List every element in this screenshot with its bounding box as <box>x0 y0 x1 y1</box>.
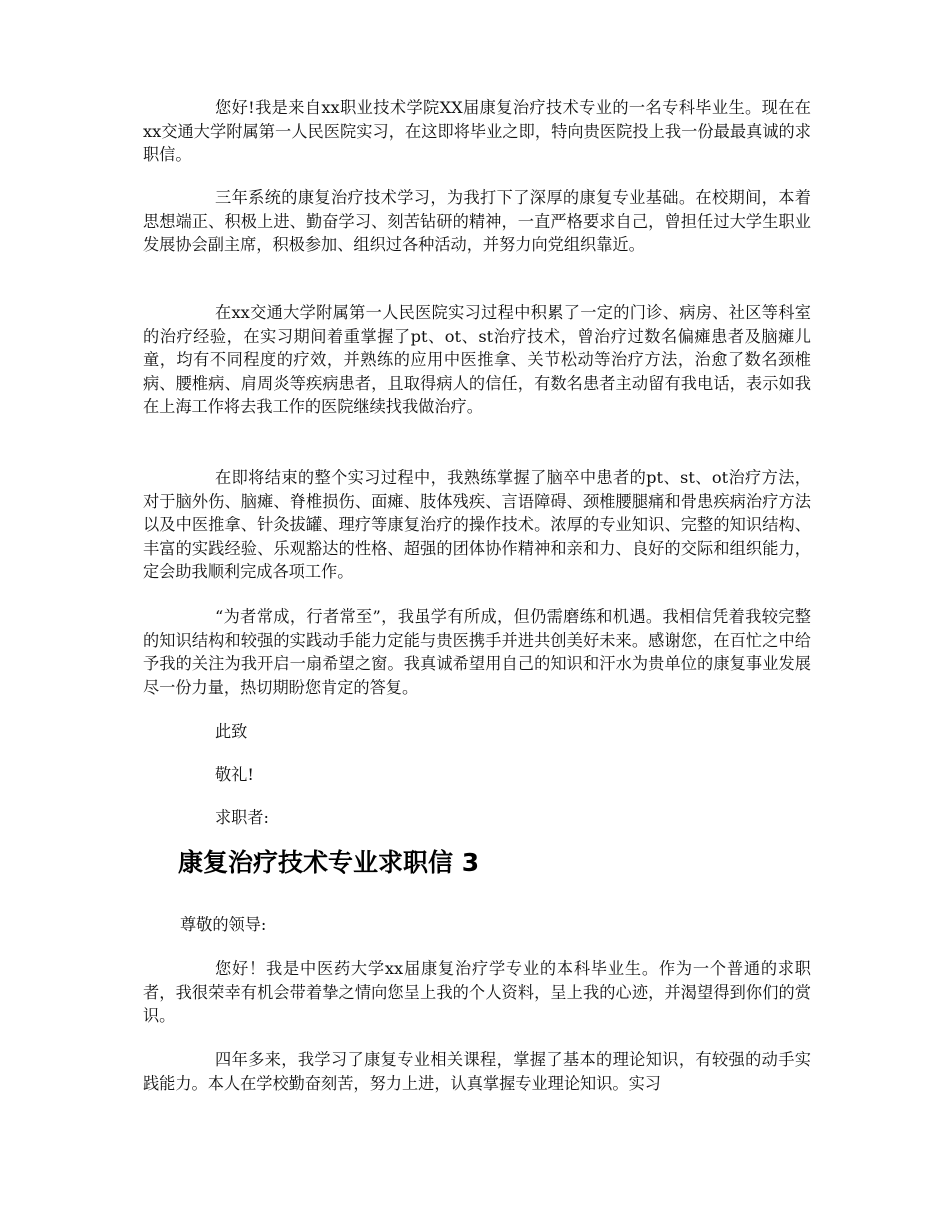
section-heading: 康复治疗技术专业求职信 3 <box>178 848 480 877</box>
letter-paragraph-4: 在即将结束的整个实习过程中，我熟练掌握了脑卒中患者的pt、st、ot治疗方法，对于脑外伤、脑瘫、脊椎损伤、面瘫、肢体残疾、言语障碍、颈椎腰腿痛和骨患疾病治疗方法以及中医推拿、针灸拔罐、理疗等康复治疗的操作技术。浓厚的专业知识、完整的知识结构、丰富的实践经验、乐观豁达的性格、超强的团体协作精神和亲和力、良好的交际和组织能力，定会助我顺利完成各项工作。 <box>143 468 811 581</box>
letter-2-paragraph-2: 四年多来，我学习了康复专业相关课程，掌握了基本的理论知识，有较强的动手实践能力。本人在学校勤奋刻苦，努力上进，认真掌握专业理论知识。实习 <box>143 1050 811 1093</box>
letter-paragraph-5: “为者常成，行者常至”，我虽学有所成，但仍需磨练和机遇。我相信凭着我较完整的知识结构和较强的实践动手能力定能与贵医携手并进共创美好未来。感谢您，在百忙之中给予我的关注为我开启一扇希望之窗。我真诚希望用自己的知识和汗水为贵单位的康复事业发展尽一份力量，热切期盼您肯定的答复。 <box>143 607 811 697</box>
closing-line-2: 敬礼! <box>215 765 254 784</box>
salutation: 尊敬的领导: <box>180 915 267 934</box>
letter-paragraph-2: 三年系统的康复治疗技术学习，为我打下了深厚的康复专业基础。在校期间，本着思想端正、积极上进、勤奋学习、刻苦钻研的精神，一直严格要求自己，曾担任过大学生职业发展协会副主席，积极参加、组织过各种活动，并努力向党组织靠近。 <box>143 188 811 254</box>
closing-line-1: 此致 <box>215 722 248 741</box>
signature-line: 求职者: <box>215 808 270 827</box>
letter-paragraph-3: 在xx交通大学附属第一人民医院实习过程中积累了一定的门诊、病房、社区等科室的治疗经验，在实习期间着重掌握了pt、ot、st治疗技术，曾治疗过数名偏瘫患者及脑瘫儿童，均有不同程度的疗效，并熟练的应用中医推拿、关节松动等治疗方法，治愈了数名颈椎病、腰椎病、肩周炎等疾病患者，且取得病人的信任，有数名患者主动留有我电话，表示如我在上海工作将去我工作的医院继续找我做治疗。 <box>143 303 811 416</box>
letter-2-paragraph-1: 您好！我是中医药大学xx届康复治疗学专业的本科毕业生。作为一个普通的求职者，我很荣幸有机会带着挚之情向您呈上我的个人资料，呈上我的心迹，并渴望得到你们的赏识。 <box>143 959 811 1025</box>
letter-paragraph-1: 您好!我是来自xx职业技术学院XX届康复治疗技术专业的一名专科毕业生。现在在xx交通大学附属第一人民医院实习，在这即将毕业之即，特向贵医院投上我一份最最真诚的求职信。 <box>143 98 811 164</box>
